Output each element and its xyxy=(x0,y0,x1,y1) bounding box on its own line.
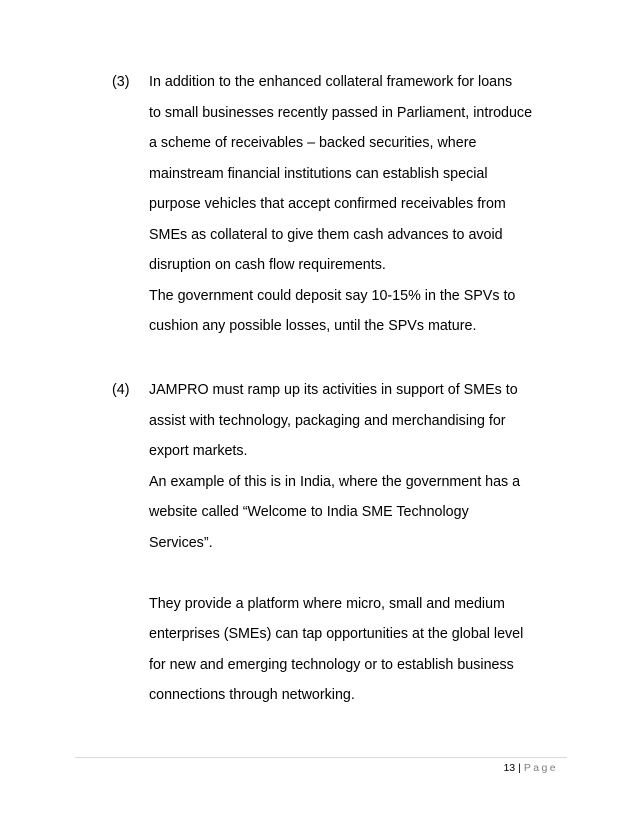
text-line: website called “Welcome to India SME Technology xyxy=(149,504,469,520)
item-body xyxy=(149,375,569,711)
item-body xyxy=(149,67,569,342)
text-line: for new and emerging technology or to establish business xyxy=(149,656,514,673)
item-number: (4) xyxy=(112,382,130,398)
paragraph-gap xyxy=(149,558,569,589)
text-line: enterprises (SMEs) can tap opportunities at the global level xyxy=(149,626,524,642)
text-line: disruption on cash flow requirements. xyxy=(149,257,386,273)
page-label: Page xyxy=(523,762,558,774)
text-line: mainstream financial institutions can establish special xyxy=(149,165,488,182)
text-line: connections through networking. xyxy=(149,687,355,703)
text-line: to small businesses recently passed in Parliament, introduce xyxy=(149,104,533,121)
item-number: (3) xyxy=(112,74,130,90)
text-line: purpose vehicles that accept confirmed receivables from xyxy=(149,196,506,212)
text-line: export markets. xyxy=(149,443,248,459)
text-line: They provide a platform where micro, small and medium xyxy=(149,595,505,612)
text-line: assist with technology, packaging and merchandising for xyxy=(149,412,506,429)
text-line: Services”. xyxy=(149,534,213,551)
text-line: SMEs as collateral to give them cash advances to avoid xyxy=(149,226,503,243)
text-line: JAMPRO must ramp up its activities in support of SMEs to xyxy=(149,382,518,398)
footer-separator: | xyxy=(518,762,521,774)
page-number: 13 xyxy=(503,762,516,774)
text-line: cushion any possible losses, until the SPVs mature. xyxy=(149,318,477,334)
text-line: In addition to the enhanced collateral framework for loans xyxy=(149,74,513,90)
text-line: a scheme of receivables – backed securities, where xyxy=(149,135,477,151)
page-footer xyxy=(503,761,558,775)
footer-divider xyxy=(75,757,567,758)
text-line: An example of this is in India, where the government has a xyxy=(149,473,521,490)
text-line: The government could deposit say 10-15% in the SPVs to xyxy=(149,287,516,304)
